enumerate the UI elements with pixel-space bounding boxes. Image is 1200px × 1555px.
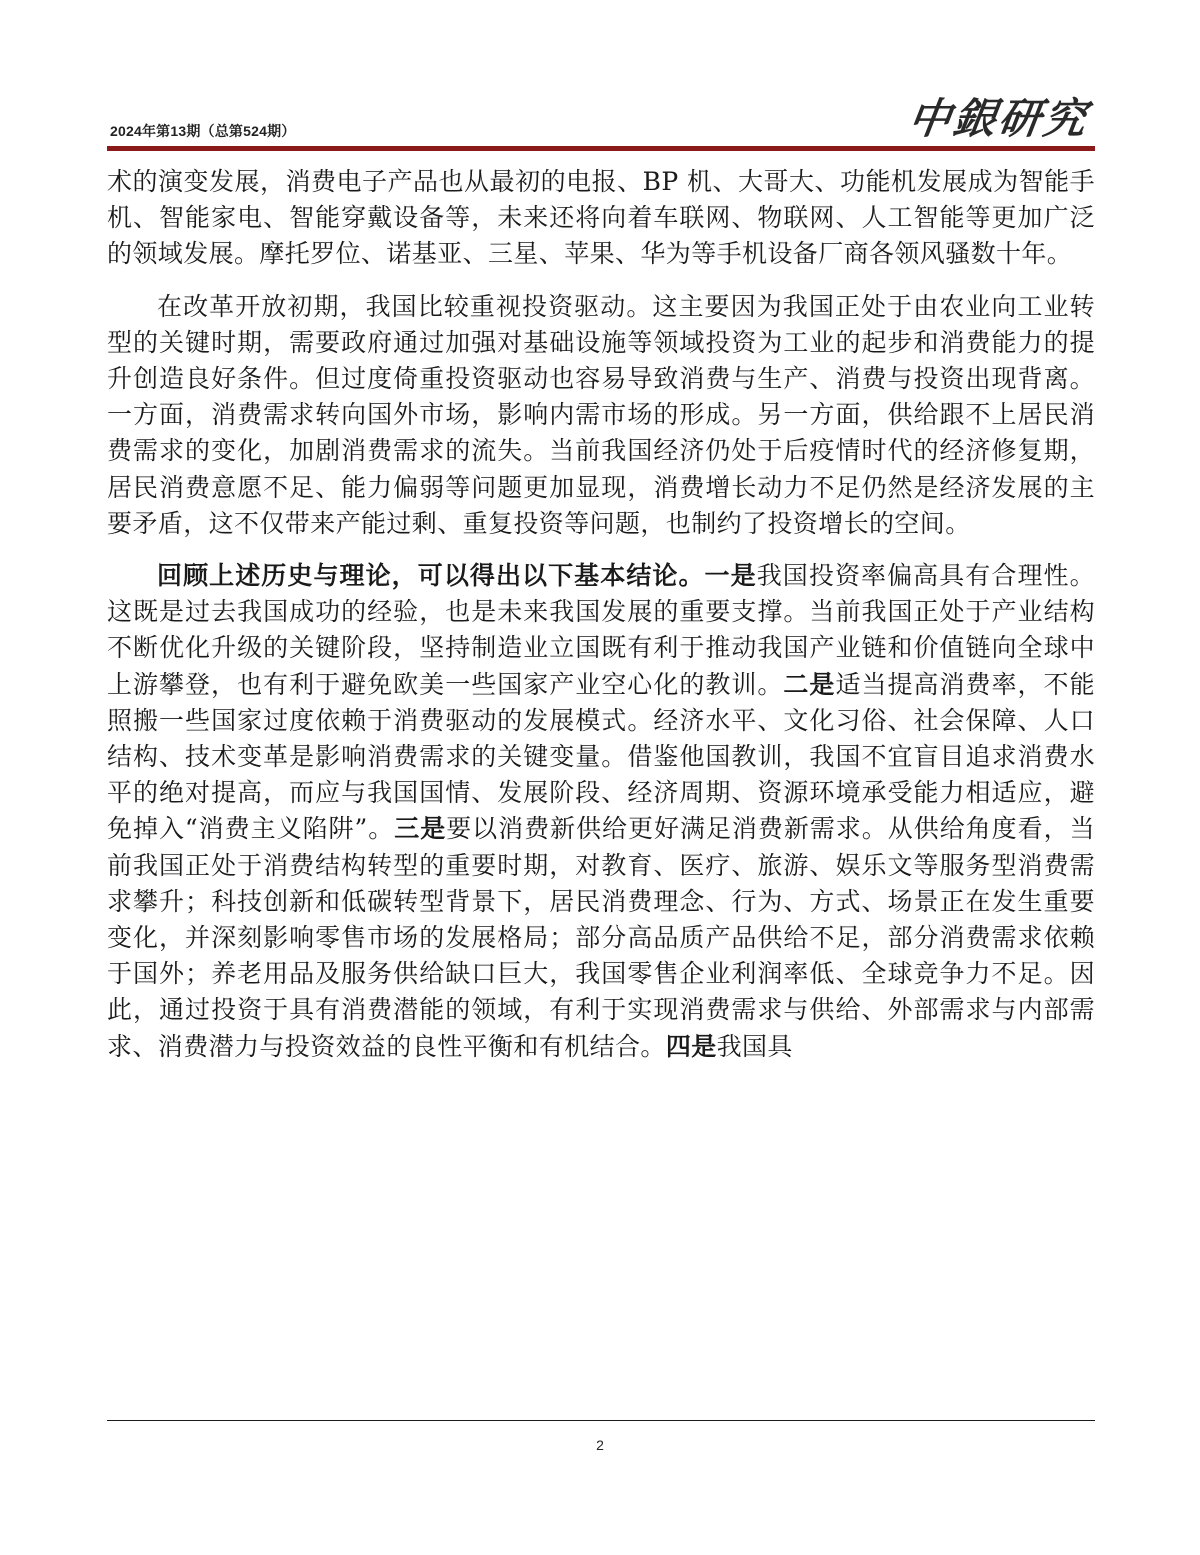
conclusion-4-text: 我国具 — [716, 1031, 793, 1061]
article-body — [107, 164, 1095, 1081]
conclusion-4-lead: 四是 — [665, 1031, 717, 1061]
footer-rule — [107, 1420, 1095, 1421]
conclusion-2-lead: 二是 — [783, 669, 836, 699]
issue-label: 2024年第13期（总第524期） — [110, 123, 296, 139]
header-rule — [107, 146, 1095, 151]
brand-logo: 中銀研究 — [905, 94, 1093, 143]
conclusion-3-lead: 三是 — [394, 814, 447, 844]
conclusion-3-text: 要以消费新供给更好满足消费新需求。从供给角度看，当前我国正处于消费结构转型的重要时期，对教育、医疗、旅游、娱乐文等服务型消费需求攀升；科技创新和低碳转型背景下，居民消费理念、行为、方式、场景正在发生重要变化，并深刻影响零售市场的发展格局；部分高品质产品供给不足，部分消费需求依赖于国外；养老用品及服务供给缺口巨大，我国零售企业利润率低、全球竞争力不足。因此，通过投资于具有消费潜能的领域，有利于实现消费需求与供给、外部需求与内部需求、消费潜力与投资效益的良性平衡和有机结合。 — [107, 814, 1095, 1061]
paragraph-2: 在改革开放初期，我国比较重视投资驱动。这主要因为我国正处于由农业向工业转型的关键时期，需要政府通过加强对基础设施等领域投资为工业的起步和消费能力的提升创造良好条件。但过度倚重投资驱动也容易导致消费与生产、消费与投资出现背离。一方面，消费需求转向国外市场，影响内需市场的形成。另一方面，供给跟不上居民消费需求的变化，加剧消费需求的流失。当前我国经济仍处于后疫情时代的经济修复期，居民消费意愿不足、能力偏弱等问题更加显现，消费增长动力不足仍然是经济发展的主要矛盾，这不仅带来产能过剩、重复投资等问题，也制约了投资增长的空间。 — [107, 291, 1095, 538]
conclusion-1-text: 我国投资率偏高具有合理性。这既是过去我国成功的经验，也是未来我国发展的重要支撑。当前我国正处于产业结构不断优化升级的关键阶段，坚持制造业立国既有利于推动我国产业链和价值链向全球中上游攀登，也有利于避免欧美一些国家产业空心化的教训。 — [107, 561, 1096, 699]
page-number: 2 — [596, 1437, 604, 1453]
page-header — [107, 80, 1095, 152]
paragraph-3 — [107, 558, 1095, 1065]
conclusion-1-lead: 回顾上述历史与理论，可以得出以下基本结论。一是 — [157, 561, 757, 591]
conclusion-2-text: 适当提高消费率，不能照搬一些国家过度依赖于消费驱动的发展模式。经济水平、文化习俗、社会保障、人口结构、技术变革是影响消费需求的关键变量。借鉴他国教训，我国不宜盲目追求消费水平的绝对提高，而应与我国国情、发展阶段、经济周期、资源环境承受能力相适应，避免掉入“消费主义陷阱”。 — [107, 669, 1095, 844]
paragraph-1: 术的演变发展，消费电子产品也从最初的电报、BP 机、大哥大、功能机发展成为智能手机、智能家电、智能穿戴设备等，未来还将向着车联网、物联网、人工智能等更加广泛的领域发展。摩托罗位、诺基亚、三星、苹果、华为等手机设备厂商各领风骚数十年。 — [107, 167, 1095, 269]
